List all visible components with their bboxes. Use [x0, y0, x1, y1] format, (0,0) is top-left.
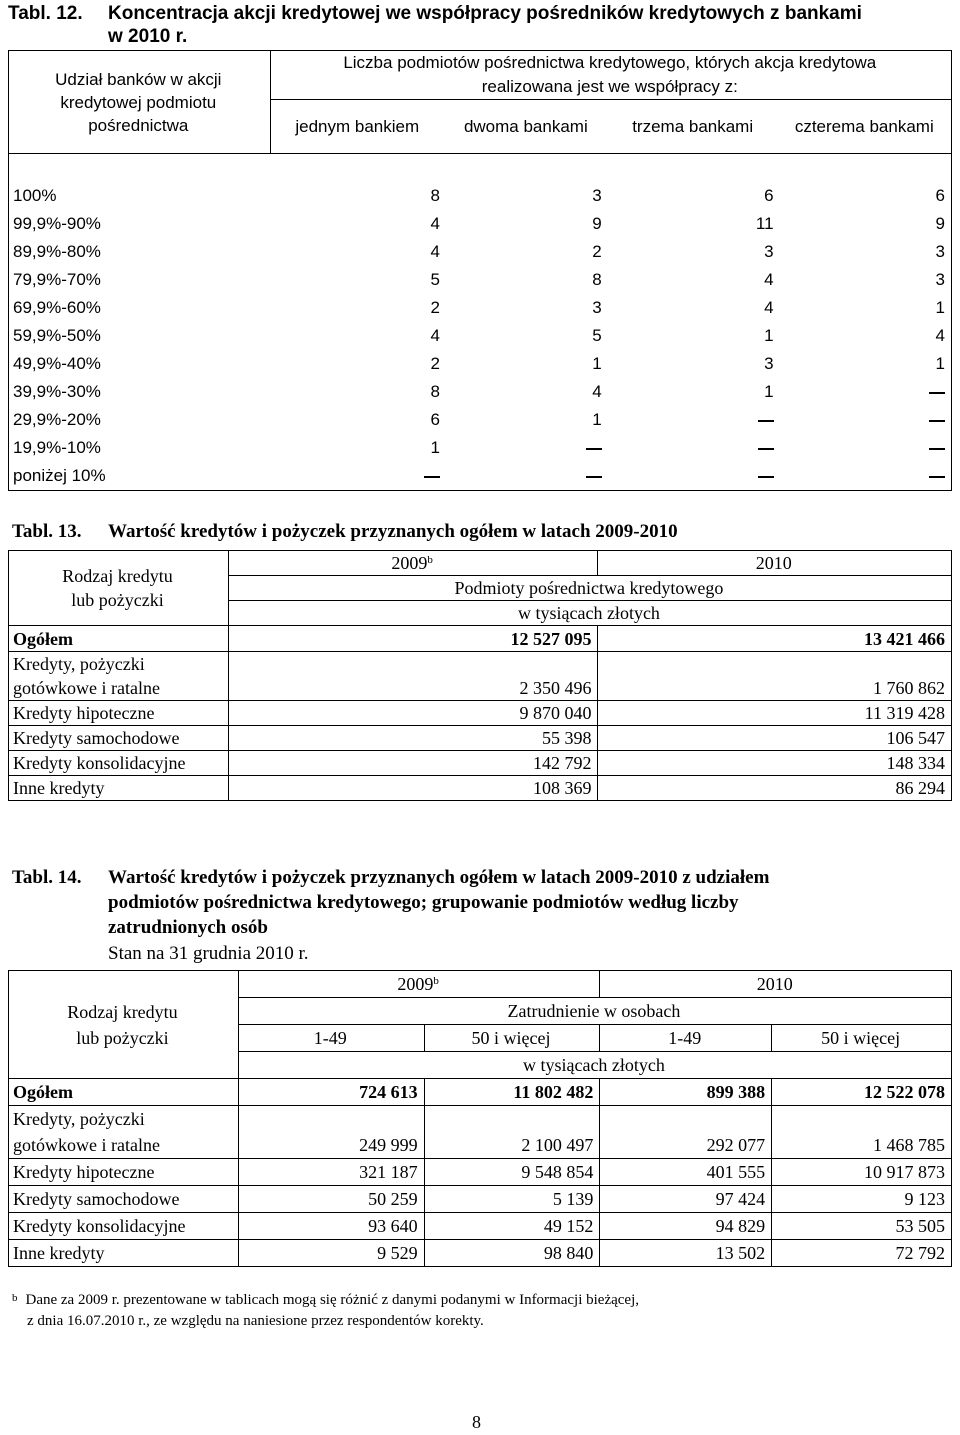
t14-caption: [12, 866, 952, 966]
t14-row-label: [9, 1240, 239, 1267]
t12-col0-header: [9, 51, 271, 154]
t14-cell: 5 139: [424, 1186, 600, 1213]
footnote: [12, 1290, 639, 1332]
t13-row-label-line: Kredyty hipoteczne: [13, 703, 155, 723]
table-row: [9, 701, 952, 726]
t14-row-label: [9, 1213, 239, 1240]
t12-col0-header-line: kredytowej podmiotu: [60, 92, 217, 112]
t13-cell: 11 319 428: [598, 701, 952, 726]
t12-cell: 1: [430, 438, 440, 457]
table-row: [9, 726, 952, 751]
t12-cell: 3: [780, 238, 952, 266]
table-row: [9, 294, 952, 322]
t12-cell: 8: [430, 186, 440, 205]
t13-row-label: [9, 701, 229, 726]
t14-total-value: 11 802 482: [424, 1079, 600, 1106]
t12-cell: 5: [592, 326, 602, 345]
t12-cell: 1: [764, 326, 774, 345]
dash-mark: [586, 476, 602, 478]
t12-cell-dash: [446, 434, 608, 462]
table-row: [9, 378, 952, 406]
t12-cell: 9: [592, 214, 602, 233]
t14-cell: 49 152: [424, 1213, 600, 1240]
t14-title-line2: podmiotów pośrednictwa kredytowego; grupowanie podmiotów według liczby: [108, 892, 739, 913]
dash-mark: [758, 420, 774, 422]
t13-col0-header-line: lub pożyczki: [71, 590, 164, 610]
t12-cell-dash: [608, 462, 780, 491]
t14-title-line3: zatrudnionych osób: [108, 917, 268, 938]
t12-cell: 8: [592, 270, 602, 289]
t13-col0-header-line: Rodzaj kredytu: [62, 566, 173, 586]
t12-row-label: 100%: [9, 182, 271, 210]
t12-group-header-line1: Liczba podmiotów pośrednictwa kredytowego, których akcja kredytowa: [270, 51, 951, 76]
t13-row-label-line: Kredyty samochodowe: [13, 728, 180, 748]
t14-cell: 50 259: [238, 1186, 424, 1213]
t13-cell: 86 294: [598, 776, 952, 801]
t12-cell: 1: [592, 354, 602, 373]
table-row: [9, 434, 952, 462]
table-row: [9, 462, 952, 491]
t12-cell: 1: [780, 350, 952, 378]
t13-cell: 55 398: [228, 726, 598, 751]
t12-row-label: 59,9%-50%: [9, 322, 271, 350]
t12-cell: 4: [592, 382, 602, 401]
t13-row-label: [9, 652, 229, 701]
t13-col0-header: [9, 551, 229, 626]
t12-col-header-dwoma: dwoma bankami: [446, 100, 608, 154]
t13-title: Wartość kredytów i pożyczek przyznanych ogółem w latach 2009-2010: [108, 521, 678, 542]
t14-col0-header-line: Rodzaj kredytu: [67, 1001, 178, 1022]
t12-cell: 6: [764, 186, 774, 205]
t12-cell-dash: [608, 406, 780, 434]
table-row: [9, 238, 952, 266]
footnote-line1: Dane za 2009 r. prezentowane w tablicach mogą się różnić z danymi podanymi w Informacji bieżącej,: [25, 1292, 639, 1308]
t14-cell: 98 840: [424, 1240, 600, 1267]
t14-cell: 1 468 785: [772, 1106, 952, 1159]
t14-cell: 9 548 854: [424, 1159, 600, 1186]
table-row: [9, 350, 952, 378]
t14-year-2009: [238, 971, 600, 998]
t12-title-line1: Koncentracja akcji kredytowej we współpracy pośredników kredytowych z bankami: [108, 3, 862, 24]
t14-col0-header: [9, 971, 239, 1079]
t14-row-label-line: Kredyty, pożyczki: [13, 1109, 145, 1129]
t14-emp-col: 50 i więcej: [424, 1025, 600, 1052]
dash-mark: [929, 476, 945, 478]
t12-caption: [8, 2, 952, 48]
t12-row-label: 29,9%-20%: [9, 406, 271, 434]
t14-total-value: 899 388: [600, 1079, 772, 1106]
t14-emp-col: 50 i więcej: [772, 1025, 952, 1052]
t13-row-label-line: gotówkowe i ratalne: [13, 678, 160, 698]
t12-cell: 3: [592, 186, 602, 205]
t12-cell: 3: [780, 266, 952, 294]
t12-cell: 4: [780, 322, 952, 350]
t12-col-header-czterema: czterema bankami: [780, 100, 952, 154]
t14-label: Tabl. 14.: [12, 867, 82, 888]
table-row: [9, 1240, 952, 1267]
t14-cell: 13 502: [600, 1240, 772, 1267]
table-14: [8, 970, 952, 1267]
t12-cell: 2: [592, 242, 602, 261]
t13-cell: 9 870 040: [228, 701, 598, 726]
dash-mark: [929, 448, 945, 450]
t12-cell: 4: [764, 298, 774, 317]
t12-cell: 11: [755, 214, 774, 233]
dash-mark: [424, 476, 440, 478]
t14-cell: 401 555: [600, 1159, 772, 1186]
t14-year-2009-text: 2009: [397, 974, 434, 994]
t14-row-label: [9, 1159, 239, 1186]
dash-mark: [929, 420, 945, 422]
t14-total-value: 724 613: [238, 1079, 424, 1106]
dash-mark: [586, 448, 602, 450]
table-row: [9, 751, 952, 776]
t14-cell: 97 424: [600, 1186, 772, 1213]
t14-cell: 94 829: [600, 1213, 772, 1240]
t12-cell-dash: [446, 462, 608, 491]
t14-subtitle: Stan na 31 grudnia 2010 r.: [108, 943, 309, 964]
footnote-mark: b: [12, 1292, 18, 1304]
t14-total-value: 12 522 078: [772, 1079, 952, 1106]
t12-cell: 5: [430, 270, 440, 289]
t14-row-label: [9, 1186, 239, 1213]
t12-group-header-line2: realizowana jest we współpracy z:: [270, 75, 951, 100]
t13-row-label-line: Inne kredyty: [13, 778, 105, 798]
t14-row-label-line: Kredyty samochodowe: [13, 1189, 180, 1209]
t13-row-label: [9, 726, 229, 751]
t12-col0-header-line: Udział banków w akcji: [55, 69, 222, 89]
t13-cell: 2 350 496: [228, 652, 598, 701]
table-row: [9, 406, 952, 434]
t12-cell: 9: [780, 210, 952, 238]
t12-cell-dash: [780, 378, 952, 406]
t13-label: Tabl. 13.: [12, 521, 82, 542]
t13-unit: w tysiącach złotych: [228, 601, 951, 626]
dash-mark: [758, 476, 774, 478]
t12-label: Tabl. 12.: [8, 3, 83, 24]
table-13: [8, 550, 952, 801]
t12-row-label: 99,9%-90%: [9, 210, 271, 238]
t14-unit: w tysiącach złotych: [238, 1052, 951, 1079]
t13-row-label-line: Kredyty konsolidacyjne: [13, 753, 186, 773]
table-row: [9, 1106, 952, 1159]
t13-year-2009-text: 2009: [391, 553, 428, 573]
t12-col-header-jednym: jednym bankiem: [270, 100, 446, 154]
page-number: 8: [472, 1412, 481, 1432]
t12-row-label: poniżej 10%: [9, 462, 271, 491]
t12-cell: 3: [592, 298, 602, 317]
t13-caption: [12, 520, 952, 544]
t12-cell-dash: [780, 406, 952, 434]
t12-cell-dash: [780, 434, 952, 462]
t14-cell: 53 505: [772, 1213, 952, 1240]
table-row: [9, 1213, 952, 1240]
t14-row-label-line: Inne kredyty: [13, 1243, 105, 1263]
t14-row-label: [9, 1106, 239, 1159]
t12-cell: 4: [430, 326, 440, 345]
t14-cell: 249 999: [238, 1106, 424, 1159]
t13-footnote-mark: b: [427, 554, 433, 566]
t13-row-label-line: Kredyty, pożyczki: [13, 654, 145, 674]
t12-cell: 4: [430, 214, 440, 233]
table-row: [9, 1186, 952, 1213]
table-12: [8, 50, 952, 491]
t14-title-line1: Wartość kredytów i pożyczek przyznanych ogółem w latach 2009-2010 z udziałem: [108, 867, 770, 888]
t14-row-label-line: Kredyty konsolidacyjne: [13, 1216, 186, 1236]
t12-cell: 6: [780, 182, 952, 210]
t12-cell: 1: [780, 294, 952, 322]
table-row: [9, 1159, 952, 1186]
t14-cell: 9 123: [772, 1186, 952, 1213]
t12-row-label: 39,9%-30%: [9, 378, 271, 406]
t14-subheader: Zatrudnienie w osobach: [238, 998, 951, 1025]
t14-cell: 9 529: [238, 1240, 424, 1267]
t12-cell-dash: [608, 434, 780, 462]
t12-cell: 4: [764, 270, 774, 289]
t12-cell: 6: [430, 410, 440, 429]
t12-row-label: 89,9%-80%: [9, 238, 271, 266]
t14-row-label-line: Kredyty hipoteczne: [13, 1162, 155, 1182]
t13-row-label: [9, 776, 229, 801]
t14-emp-col: 1-49: [600, 1025, 772, 1052]
t12-body: [9, 154, 952, 491]
table-row: [9, 182, 952, 210]
t12-cell: 2: [430, 298, 440, 317]
t12-cell: 2: [430, 354, 440, 373]
t13-row-label: [9, 751, 229, 776]
t14-cell: 292 077: [600, 1106, 772, 1159]
t12-cell-dash: [270, 462, 446, 491]
t13-year-2009: [228, 551, 598, 576]
t12-title-line2: w 2010 r.: [108, 26, 188, 47]
table-row: [9, 322, 952, 350]
t14-cell: 10 917 873: [772, 1159, 952, 1186]
t13-cell: 1 760 862: [598, 652, 952, 701]
t14-footnote-mark: b: [433, 975, 439, 987]
t14-year-2010: 2010: [600, 971, 952, 998]
t12-col-header-trzema: trzema bankami: [608, 100, 780, 154]
t14-cell: 93 640: [238, 1213, 424, 1240]
t14-emp-col: 1-49: [238, 1025, 424, 1052]
t12-row-label: 79,9%-70%: [9, 266, 271, 294]
t13-total-label: Ogółem: [9, 626, 229, 652]
table-row: [9, 210, 952, 238]
t13-total-2010: 13 421 466: [598, 626, 952, 652]
t14-col0-header-line: lub pożyczki: [76, 1027, 169, 1048]
t14-total-label: Ogółem: [9, 1079, 239, 1106]
t12-cell: 1: [592, 410, 602, 429]
t13-total-2009: 12 527 095: [228, 626, 598, 652]
t12-row-label: 49,9%-40%: [9, 350, 271, 378]
table-row: [9, 266, 952, 294]
t13-cell: 106 547: [598, 726, 952, 751]
t13-cell: 142 792: [228, 751, 598, 776]
table-row: [9, 652, 952, 701]
t13-year-2010: 2010: [598, 551, 952, 576]
t14-cell: 2 100 497: [424, 1106, 600, 1159]
t12-cell: 4: [430, 242, 440, 261]
t12-cell: 3: [764, 354, 774, 373]
t13-subheader: Podmioty pośrednictwa kredytowego: [228, 576, 951, 601]
t12-cell: 8: [430, 382, 440, 401]
t14-cell: 72 792: [772, 1240, 952, 1267]
t14-row-label-line: gotówkowe i ratalne: [13, 1135, 160, 1155]
t12-cell: 3: [764, 242, 774, 261]
t12-col0-header-line: pośrednictwa: [88, 115, 189, 135]
t12-cell-dash: [780, 462, 952, 491]
dash-mark: [929, 392, 945, 394]
footnote-line2: z dnia 16.07.2010 r., ze względu na naniesione przez respondentów korekty.: [27, 1313, 484, 1329]
t14-cell: 321 187: [238, 1159, 424, 1186]
t12-cell: 1: [764, 382, 774, 401]
t12-row-label: 69,9%-60%: [9, 294, 271, 322]
t12-row-label: 19,9%-10%: [9, 434, 271, 462]
t13-cell: 148 334: [598, 751, 952, 776]
t13-cell: 108 369: [228, 776, 598, 801]
dash-mark: [758, 448, 774, 450]
table-row: [9, 776, 952, 801]
